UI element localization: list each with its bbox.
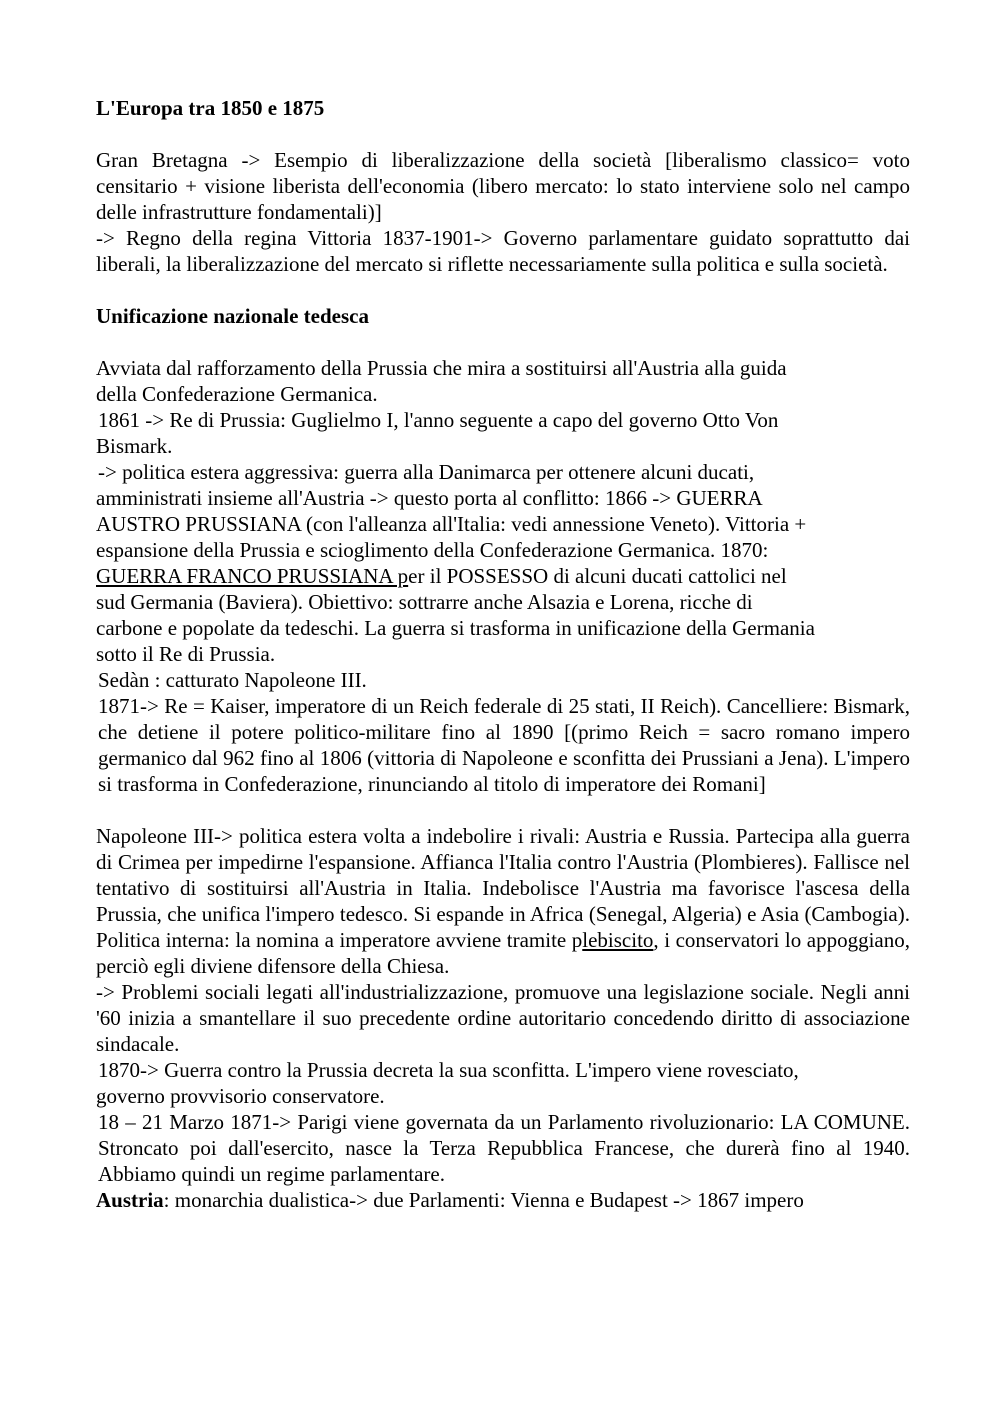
line-sedan: Sedàn : catturato Napoleone III.: [98, 668, 367, 692]
document-page: [96, 95, 910, 1213]
line-politica-estera: -> politica estera aggressiva: guerra alla Danimarca per ottenere alcuni ducati,: [98, 460, 755, 484]
line-re-di-prussia: sotto il Re di Prussia.: [96, 642, 276, 666]
line-baviera: sud Germania (Baviera). Obiettivo: sottrarre anche Alsazia e Lorena, ricche di: [96, 590, 753, 614]
heading-europa: L'Europa tra 1850 e 1875: [96, 96, 325, 120]
austria-label: Austria: [96, 1188, 164, 1212]
line-governo-provvisorio: governo provvisorio conservatore.: [96, 1084, 385, 1108]
line-amministrati: amministrati insieme all'Austria -> questo porta al conflitto: 1866 -> GUERRA: [96, 486, 763, 510]
underlined-guerra-franco-prussiana: GUERRA FRANCO PRUSSIANA p: [96, 564, 409, 588]
heading-unificazione-tedesca: Unificazione nazionale tedesca: [96, 304, 369, 328]
paragraph-napoleone-iii: Napoleone III-> politica estera volta a indebolire i rivali: Austria e Russia. Partecipa alla guerra di Crimea per impedirne l'espansione. Affianca l'Italia contro l'Austria (Plombieres). Fallisce nel tentativo di sostituirsi all'Austria in Italia. Indebolisce l'Austria ma favorisce l'ascesa della Prussia, che unifica l'impero tedesco. Si espande in Africa (Senegal, Algeria) e Asia (Cambogia). Politica interna: la nomina a imperatore avviene tramite plebiscito, i conservatori lo appoggiano, perciò egli diviene difensore della Chiesa.: [96, 824, 910, 978]
line-bismark: Bismark.: [96, 434, 173, 458]
line-carbone: carbone e popolate da tedeschi. La guerra si trasforma in unificazione della Germania: [96, 616, 815, 640]
line-1861: 1861 -> Re di Prussia: Guglielmo I, l'anno seguente a capo del governo Otto Von: [98, 408, 779, 432]
line-prussia-1: Avviata dal rafforzamento della Prussia che mira a sostituirsi all'Austria alla guida: [96, 356, 787, 380]
line-austro-prussiana: AUSTRO PRUSSIANA (con l'alleanza all'Italia: vedi annessione Veneto). Vittoria +: [96, 512, 807, 536]
paragraph-reich: 1871-> Re = Kaiser, imperatore di un Reich federale di 25 stati, II Reich). Cancelliere: Bismark, che detiene il potere politico-militare fino al 1890 [(primo Reich = sacro romano impero germanico dal 962 fino al 1806 (vittoria di Napoleone e sconfitta dei Prussiani a Jena). L'impero si trasforma in Confederazione, rinunciando al titolo di imperatore dei Romani]: [98, 694, 910, 796]
line-austria: Austria: monarchia dualistica-> due Parlamenti: Vienna e Budapest -> 1867 impero: [96, 1188, 804, 1212]
line-prussia-2: della Confederazione Germanica.: [96, 382, 378, 406]
paragraph-problemi-sociali: -> Problemi sociali legati all'industrializzazione, promuove una legislazione sociale. Negli anni '60 inizia a smantellare il suo precedente ordine autoritario concedendo diritto di associazione sindacale.: [96, 980, 910, 1056]
line-1870-guerra: 1870-> Guerra contro la Prussia decreta la sua sconfitta. L'impero viene rovesciato,: [98, 1058, 799, 1082]
line-franco-prussiana: GUERRA FRANCO PRUSSIANA per il POSSESSO di alcuni ducati cattolici nel: [96, 564, 787, 588]
paragraph-gran-bretagna: Gran Bretagna -> Esempio di liberalizzazione della società [liberalismo classico= voto censitario + visione liberista dell'economia (libero mercato: lo stato interviene solo nel campo delle infrastrutture fondamentali)]: [96, 148, 910, 224]
paragraph-vittoria: -> Regno della regina Vittoria 1837-1901-> Governo parlamentare guidato soprattutto dai liberali, la liberalizzazione del mercato si riflette necessariamente sulla politica e sulla società.: [96, 226, 910, 276]
underlined-plebiscito: lebiscito: [582, 928, 654, 952]
paragraph-comune: 18 – 21 Marzo 1871-> Parigi viene governata da un Parlamento rivoluzionario: LA COMUNE. Stroncato poi dall'esercito, nasce la Terza Repubblica Francese, che durerà fino al 1940. Abbiamo quindi un regime parlamentare.: [98, 1110, 910, 1186]
line-espansione: espansione della Prussia e scioglimento della Confederazione Germanica. 1870:: [96, 538, 769, 562]
